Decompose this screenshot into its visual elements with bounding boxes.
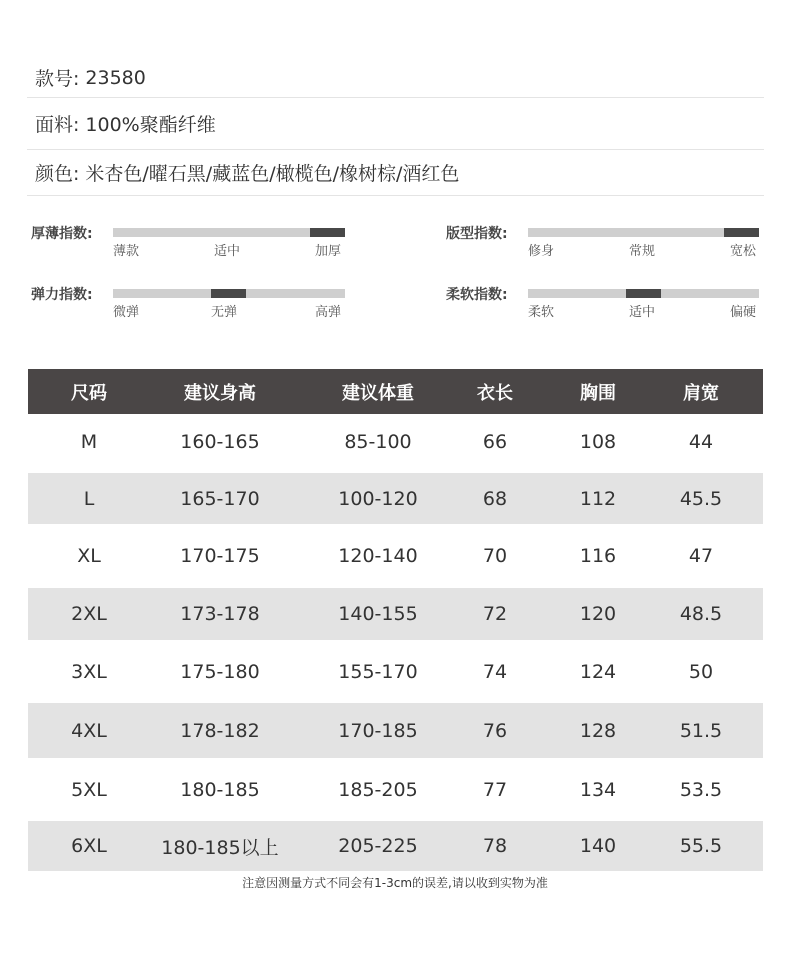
cell-length: 74	[482, 660, 508, 683]
cell-weight: 185-205	[338, 778, 418, 801]
cell-weight: 120-140	[338, 545, 418, 567]
fit-index	[446, 223, 786, 273]
table-row	[28, 644, 763, 699]
softness-index-bar	[528, 289, 759, 298]
header-weight: 建议体重	[342, 382, 414, 404]
cell-length: 77	[482, 778, 508, 801]
cell-length: 72	[482, 603, 508, 625]
softness-index-marker	[626, 289, 661, 298]
softness-tick-high: 偏硬	[730, 305, 757, 320]
cell-shoulder: 44	[688, 430, 714, 453]
elasticity-index-label: 弹力指数:	[31, 287, 93, 303]
elasticity-tick-mid: 无弹	[211, 305, 238, 320]
cell-length: 70	[482, 545, 508, 567]
cell-shoulder: 55.5	[679, 835, 723, 857]
cell-size: M	[80, 430, 98, 453]
cell-height: 180-185	[180, 778, 260, 801]
elasticity-tick-high: 高弹	[315, 305, 342, 320]
cell-length: 68	[482, 487, 508, 510]
cell-chest: 134	[579, 778, 617, 801]
thickness-index	[31, 223, 371, 273]
size-chart-table	[28, 369, 763, 871]
elasticity-index-bar	[113, 289, 345, 298]
header-shoulder: 肩宽	[683, 382, 719, 404]
table-row	[28, 414, 763, 469]
cell-size: 5XL	[71, 778, 107, 801]
thickness-index-bar	[113, 228, 345, 237]
style-number-label: 款号:	[35, 68, 80, 90]
cell-height: 173-178	[180, 603, 260, 625]
cell-size: 6XL	[71, 835, 107, 857]
cell-weight: 140-155	[338, 603, 418, 625]
softness-index-label: 柔软指数:	[446, 287, 508, 303]
table-row	[28, 762, 763, 817]
cell-chest: 112	[579, 487, 617, 510]
fit-tick-mid: 常规	[629, 244, 656, 259]
thickness-tick-high: 加厚	[315, 244, 342, 259]
material-value: 100%聚酯纤维	[85, 114, 216, 136]
thickness-index-label: 厚薄指数:	[31, 226, 93, 242]
measurement-note: 注意因测量方式不同会有1-3cm的误差,请以收到实物为准	[242, 876, 548, 890]
cell-weight: 170-185	[338, 719, 418, 742]
cell-weight: 85-100	[344, 430, 412, 453]
cell-shoulder: 48.5	[679, 603, 723, 625]
thickness-tick-low: 薄款	[113, 244, 140, 259]
thickness-index-marker	[310, 228, 345, 237]
cell-shoulder: 45.5	[679, 487, 723, 510]
fit-index-label: 版型指数:	[446, 226, 508, 242]
softness-tick-mid: 适中	[629, 305, 656, 320]
elasticity-tick-low: 微弹	[113, 305, 140, 320]
style-number-value: 23580	[85, 66, 146, 89]
cell-length: 76	[482, 719, 508, 742]
material-label: 面料:	[35, 114, 80, 136]
cell-height: 178-182	[180, 719, 260, 742]
cell-size: XL	[77, 545, 101, 567]
fit-index-bar	[528, 228, 759, 237]
fit-tick-low: 修身	[528, 244, 555, 259]
table-header	[28, 369, 763, 414]
cell-height: 175-180	[180, 660, 260, 683]
cell-height: 165-170	[180, 487, 260, 510]
cell-height: 160-165	[180, 430, 260, 453]
cell-length: 78	[482, 835, 508, 857]
cell-chest: 124	[579, 660, 617, 683]
cell-weight: 155-170	[338, 660, 418, 683]
cell-size: 4XL	[71, 719, 107, 742]
colors-row	[27, 150, 764, 196]
cell-size: 2XL	[71, 603, 107, 625]
cell-chest: 108	[579, 430, 617, 453]
table-body	[28, 414, 763, 871]
cell-shoulder: 51.5	[679, 719, 723, 742]
cell-shoulder: 50	[688, 660, 714, 683]
cell-height: 180-185以上	[161, 836, 279, 859]
fit-index-marker	[724, 228, 759, 237]
cell-length: 66	[482, 430, 508, 453]
cell-shoulder: 47	[688, 545, 714, 567]
header-size: 尺码	[71, 382, 107, 404]
cell-chest: 128	[579, 719, 617, 742]
material-row	[27, 98, 764, 150]
header-height: 建议身高	[184, 382, 256, 404]
cell-weight: 100-120	[338, 487, 418, 510]
header-chest: 胸围	[580, 382, 616, 404]
fit-tick-high: 宽松	[730, 244, 757, 259]
softness-tick-low: 柔软	[528, 305, 555, 320]
elasticity-index-marker	[211, 289, 246, 298]
table-row	[28, 703, 763, 758]
cell-height: 170-175	[180, 545, 260, 567]
style-number-row	[27, 58, 764, 98]
colors-value: 米杏色/曜石黑/藏蓝色/橄榄色/橡树棕/酒红色	[85, 163, 460, 185]
table-row	[28, 588, 763, 640]
cell-shoulder: 53.5	[679, 778, 723, 801]
softness-index	[446, 284, 786, 334]
table-row	[28, 473, 763, 524]
cell-chest: 140	[579, 835, 617, 857]
table-row	[28, 821, 763, 871]
cell-size: L	[83, 487, 95, 510]
colors-label: 颜色:	[35, 163, 80, 185]
cell-chest: 116	[579, 545, 617, 567]
elasticity-index	[31, 284, 371, 334]
cell-chest: 120	[579, 603, 617, 625]
header-length: 衣长	[477, 382, 513, 404]
cell-size: 3XL	[71, 660, 107, 683]
thickness-tick-mid: 适中	[214, 244, 241, 259]
cell-weight: 205-225	[338, 835, 418, 857]
table-row	[28, 528, 763, 584]
